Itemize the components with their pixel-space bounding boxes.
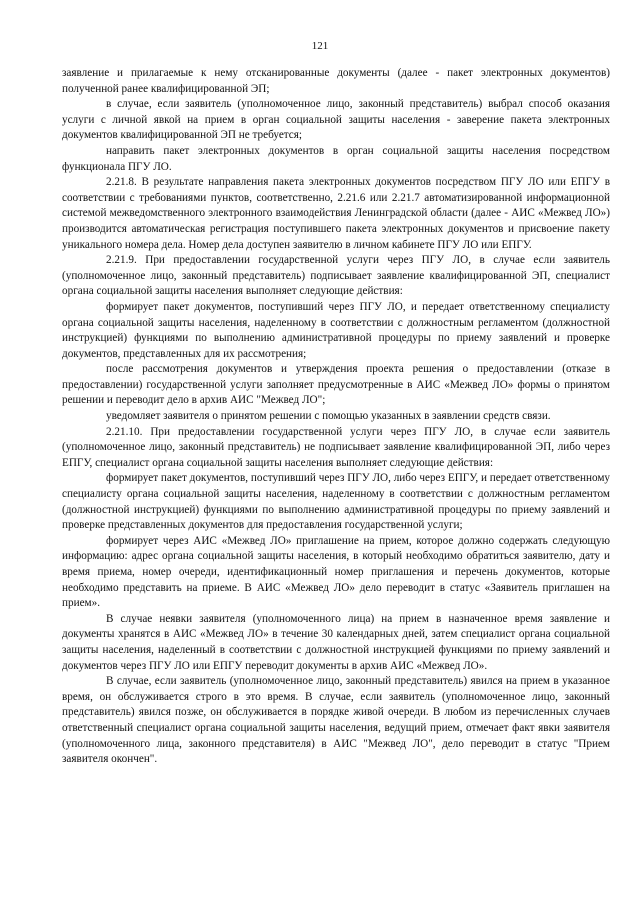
paragraph-send-package: направить пакет электронных документов в орган социальной защиты населения посредством функционала ПГУ ЛО. (62, 144, 610, 173)
document-body (62, 66, 610, 768)
paragraph-2-21-10: 2.21.10. При предоставлении государственной услуги через ПГУ ЛО, в случае если заявитель (уполномоченное лицо, законный представитель) не подписывает заявление квалифицированной ЭП, либо через ЕПГУ, специалист органа социальной защиты населения выполняет следующие действия: (62, 425, 610, 469)
paragraph-invitation: формирует через АИС «Межвед ЛО» приглашение на прием, которое должно содержать следующую информацию: адрес органа социальной защиты населения, в который необходимо обратиться заявителю, дату и время приема, номер очереди, идентификационный номер приглашения и перечень документов, которые необходимо представить на приеме. В АИС «Межвед ЛО» дело переводит в статус «Заявитель приглашен на прием». (62, 534, 610, 610)
paragraph-forms-package: формирует пакет документов, поступивший через ПГУ ЛО, и передает ответственному специалисту органа социальной защиты населения, наделенному в соответствии с должностным регламентом (должностной инструкцией) функциями по выполнению административной процедуры по приему заявлений и проверке документов, представленных для их рассмотрения; (62, 300, 610, 360)
paragraph-continuation: заявление и прилагаемые к нему отсканированные документы (далее - пакет электронных документов) полученной ранее квалифицированной ЭП; (62, 67, 610, 95)
page-number: 121 (311, 40, 329, 52)
paragraph-ep-not-required: в случае, если заявитель (уполномоченное лицо, законный представитель) выбрал способ оказания услуги с личной явкой на прием в орган социальной защиты населения - заверение пакета электронных документов квалифицированной ЭП не требуется; (62, 98, 610, 142)
paragraph-notifies: уведомляет заявителя о принятом решении с помощью указанных в заявлении средств связи. (106, 410, 551, 423)
paragraph-appearance: В случае, если заявитель (уполномоченное лицо, законный представитель) явился на прием в указанное время, он обслуживается строго в это время. В случае, если заявитель (уполномоченное лицо, законный представитель) явился позже, он обслуживается в порядке живой очереди. В любом из перечисленных случаев ответственный специалист органа социальной защиты населения, ведущий прием, отмечает факт явки заявителя (уполномоченного лица, законного представителя) в АИС "Межвед ЛО", дело переводит в статус "Прием заявителя окончен". (62, 675, 610, 766)
paragraph-forms-package-epgu: формирует пакет документов, поступивший через ПГУ ЛО, либо через ЕПГУ, и передает ответственному специалисту органа социальной защиты населения, наделенному в соответствии с должностным регламентом (должностной инструкцией) функциями по выполнению административной процедуры по приему заявлений и проверке представленных документов для предоставления государственной услуги; (62, 472, 611, 532)
paragraph-no-show: В случае неявки заявителя (уполномоченного лица) на прием в назначенное время заявление и документы хранятся в АИС «Межвед ЛО» в течение 30 календарных дней, затем специалист органа социальной защиты населения, наделенный в соответствии с должностной инструкцией функциями по приему заявлений и документов через ПГУ ЛО или ЕПГУ переводит документы в архив АИС «Межвед ЛО». (62, 612, 610, 672)
paragraph-after-review: после рассмотрения документов и утверждения проекта решения о предоставлении (отказе в предоставлении) государственной услуги заполняет предусмотренные в АИС «Межвед ЛО» формы о принятом решении и переводит дело в архив АИС "Межвед ЛО"; (62, 363, 610, 407)
paragraph-2-21-9: 2.21.9. При предоставлении государственной услуги через ПГУ ЛО, в случае если заявитель (уполномоченное лицо, законный представитель) подписывает заявление квалифицированной ЭП, специалист органа социальной защиты населения выполняет следующие действия: (62, 254, 610, 298)
paragraph-2-21-8: 2.21.8. В результате направления пакета электронных документов посредством ПГУ ЛО или ЕПГУ в соответствии с требованиями пунктов, соответственно, 2.21.6 или 2.21.7 автоматизированной информационной системой межведомственного электронного взаимодействия Ленинградской области (далее - АИС «Межвед ЛО») производится автоматическая регистрация поступившего пакета электронных документов и присвоение пакету уникального номера дела. Номер дела доступен заявителю в личном кабинете ПГУ ЛО или ЕПГУ. (62, 176, 610, 251)
